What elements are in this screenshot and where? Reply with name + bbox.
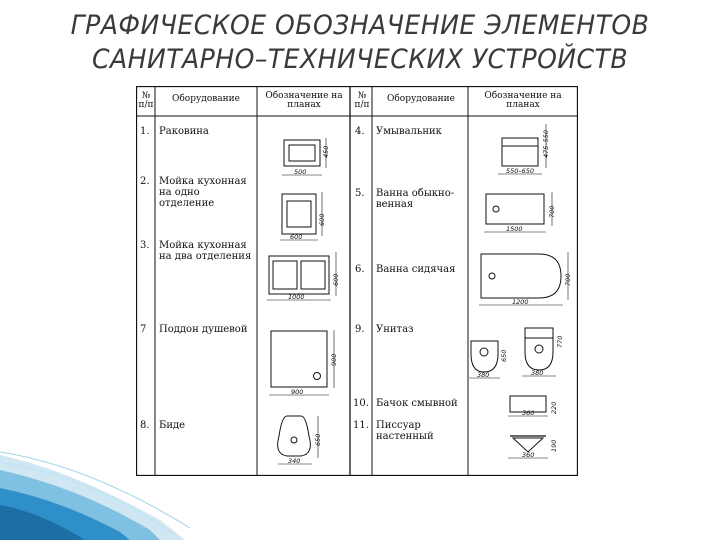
row-num: 7: [140, 324, 147, 335]
title-line-2: САНИТАРНО–ТЕХНИЧЕСКИХ УСТРОЙСТВ: [91, 44, 629, 75]
row-num: 10.: [353, 398, 369, 409]
row-num: 6.: [355, 264, 365, 275]
row-num: 8.: [140, 420, 150, 431]
header-equipment-left: Оборудование: [172, 94, 240, 104]
header-equipment-right: Оборудование: [387, 94, 455, 104]
dimension-label: 1500: [506, 225, 523, 233]
dimension-label: 1200: [512, 298, 529, 306]
row-equipment: Унитаз: [376, 324, 414, 335]
row-equipment: Умывальник: [376, 126, 442, 137]
row-num: 3.: [140, 240, 150, 251]
dimension-label: 600: [318, 213, 326, 226]
dimension-label: 650: [314, 433, 322, 446]
row-num: 4.: [355, 126, 365, 137]
dimension-label: 380: [477, 371, 490, 379]
shower-tray-symbol: [269, 330, 334, 395]
header-symbol-left: Обозначение на планах: [265, 91, 343, 110]
row-num: 5.: [355, 188, 365, 199]
row-equipment: Поддон душевой: [159, 324, 248, 335]
row-equipment: Мойка кухонная на два отделения: [159, 240, 252, 262]
dimension-label: 900: [330, 353, 338, 366]
row-equipment: Ванна сидячая: [376, 264, 456, 275]
dimension-label: 475–550: [542, 129, 550, 158]
row-equipment: Писсуар настенный: [376, 420, 434, 442]
row-num: 1.: [140, 126, 150, 137]
dimension-label: 600: [332, 273, 340, 286]
row-equipment: Мойка кухонная на одно отделение: [159, 176, 247, 209]
dimension-label: 340: [288, 457, 301, 465]
dimension-label: 900: [291, 388, 304, 396]
dimension-label: 600: [290, 233, 303, 241]
dimension-label: 650: [500, 349, 508, 362]
dimension-label: 360: [522, 409, 535, 417]
dimension-label: 770: [556, 335, 564, 348]
row-num: 2.: [140, 176, 150, 187]
row-equipment: Биде: [159, 420, 186, 431]
dimension-label: 1000: [288, 293, 305, 301]
dimension-label: 450: [322, 145, 330, 158]
title-line-1: ГРАФИЧЕСКОЕ ОБОЗНАЧЕНИЕ ЭЛЕМЕНТОВ: [70, 10, 650, 41]
dimension-label: 550–650: [506, 167, 535, 175]
header-num-left: № п/п: [138, 91, 154, 110]
table-drawing: [136, 86, 578, 476]
header-num-right: № п/п: [354, 91, 370, 110]
dimension-label: 220: [550, 401, 558, 414]
dimension-label: 190: [550, 439, 558, 452]
dimension-label: 700: [548, 205, 556, 218]
dimension-label: 500: [294, 168, 307, 176]
row-num: 9.: [355, 324, 365, 335]
table-frame: [137, 87, 578, 476]
sanitary-symbols-table: [136, 86, 578, 476]
row-equipment: Бачок смывной: [376, 398, 458, 409]
dimension-label: 360: [522, 451, 535, 459]
row-num: 11.: [353, 420, 369, 431]
dimension-label: 380: [531, 369, 544, 377]
row-equipment: Раковина: [159, 126, 209, 137]
dimension-label: 700: [564, 273, 572, 286]
row-equipment: Ванна обыкно- венная: [376, 188, 455, 210]
header-symbol-right: Обозначение на планах: [484, 91, 562, 110]
